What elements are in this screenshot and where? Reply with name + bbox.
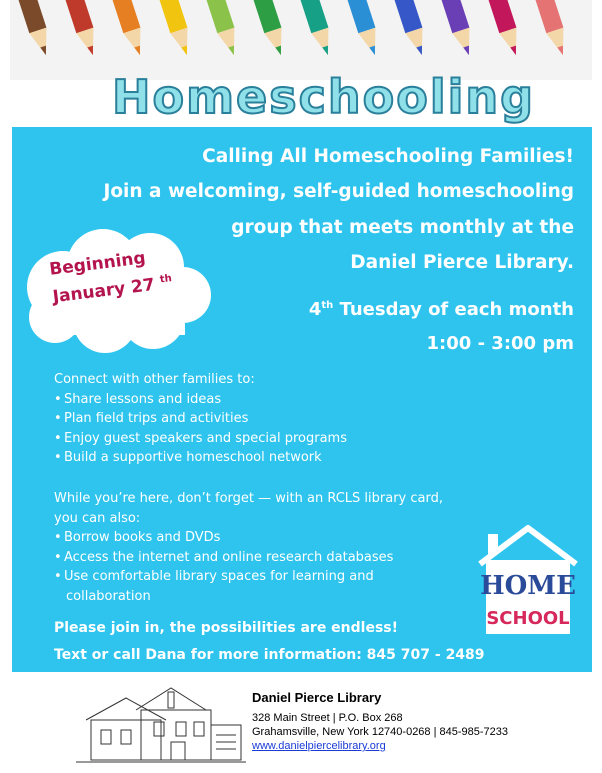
- list-item: • Use comfortable library spaces for learning and: [54, 569, 374, 584]
- start-date-suffix: th: [159, 273, 173, 286]
- list-item: • Plan field trips and activities: [54, 411, 249, 426]
- pencils-banner-image: [10, 0, 592, 80]
- list-item: • Build a supportive homeschool network: [54, 450, 322, 465]
- library-name: Daniel Pierce Library: [252, 690, 382, 705]
- start-date-line-2: January 27: [51, 274, 156, 308]
- home-school-logo: [474, 524, 582, 636]
- closing-join: Please join in, the possibilities are endless!: [54, 620, 399, 636]
- page-title: Homeschooling: [112, 70, 536, 124]
- list-item-continuation: collaboration: [66, 588, 151, 604]
- card-intro-2: you can also:: [54, 510, 141, 526]
- headline-line-2: Join a welcoming, self-guided homeschooling: [103, 181, 574, 202]
- schedule-day-text: Tuesday of each month: [333, 299, 574, 320]
- library-city-phone: Grahamsville, New York 12740-0268 | 845-985-7233: [252, 726, 509, 738]
- schedule-ordinal-suffix: th: [321, 300, 334, 311]
- list-item: • Enjoy guest speakers and special programs: [54, 430, 347, 446]
- logo-home-text: HOME: [480, 571, 576, 601]
- library-website-link[interactable]: www.danielpiercelibrary.org: [252, 740, 386, 752]
- list-item: • Access the internet and online research databases: [54, 549, 394, 565]
- schedule-day: [309, 299, 574, 320]
- closing-contact: Text or call Dana for more information: 845 707 - 2489: [54, 647, 485, 663]
- headline-line-4: Daniel Pierce Library.: [350, 252, 574, 273]
- list-item: • Share lessons and ideas: [54, 391, 222, 407]
- logo-school-text: SCHOOL: [486, 608, 570, 629]
- headline-line-1: Calling All Homeschooling Families!: [202, 146, 574, 167]
- list-item: • Borrow books and DVDs: [54, 530, 221, 545]
- start-date-line-1: Beginning: [48, 248, 147, 280]
- schedule-ordinal: 4: [308, 299, 322, 320]
- schedule-time: 1:00 - 3:00 pm: [426, 333, 574, 354]
- library-building-illustration: [76, 680, 246, 766]
- headline-line-3: group that meets monthly at the: [231, 217, 574, 238]
- library-card-section: [54, 489, 443, 606]
- card-intro-1: While you’re here, don’t forget — with an RCLS library card,: [54, 491, 443, 506]
- library-address: 328 Main Street | P.O. Box 268: [252, 712, 403, 724]
- connect-section: [54, 370, 347, 468]
- connect-intro: Connect with other families to:: [54, 372, 255, 387]
